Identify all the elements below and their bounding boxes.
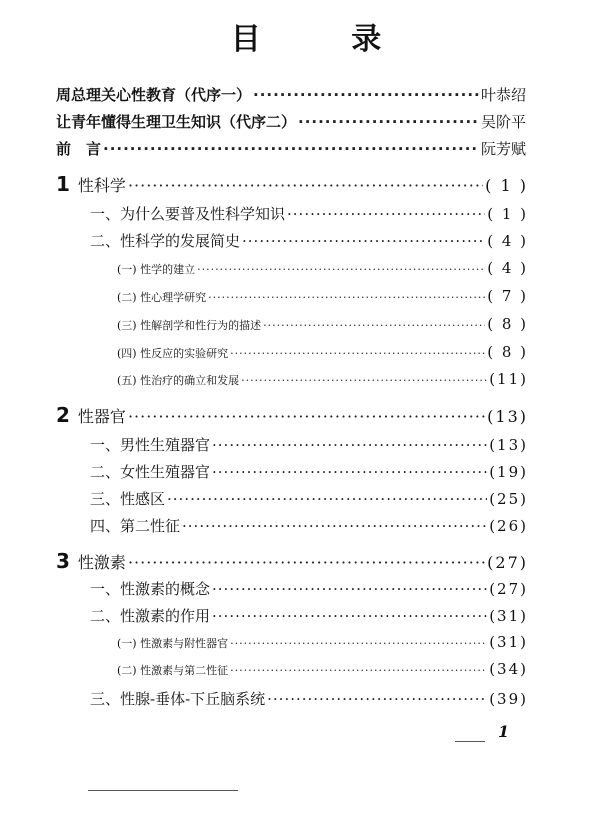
subsection-label: (一) 性激素与附性器官 <box>117 637 229 650</box>
leader-dots <box>208 291 485 304</box>
section-label: 二、女性生殖器官 <box>90 463 211 481</box>
chapter-number: 1 <box>56 172 70 196</box>
page-ref: (26) <box>489 517 528 535</box>
section-entry <box>90 688 528 709</box>
section-entry <box>90 461 528 482</box>
page-ref: (19) <box>489 463 528 481</box>
toc-title: 目 录 <box>230 22 422 57</box>
subsection-entry <box>117 315 528 333</box>
page-ref: (13) <box>489 436 528 454</box>
section-label: 二、性激素的作用 <box>90 607 211 625</box>
subsection-label: (五) 性治疗的确立和发展 <box>117 374 240 387</box>
page-ref: ( 8 ) <box>487 315 528 333</box>
leader-dots <box>242 232 485 250</box>
section-label: 一、性激素的概念 <box>90 580 211 598</box>
section-entry <box>90 230 528 251</box>
section-label: 一、为什么要普及性科学知识 <box>90 205 286 223</box>
subsection-label: (四) 性反应的实验研究 <box>117 347 229 360</box>
preface-entry <box>56 84 526 105</box>
preface-label: 前 言 <box>56 140 102 158</box>
page-ref: (39) <box>489 690 528 708</box>
chapter-title: 性器官 <box>77 407 126 426</box>
subsection-entry <box>117 287 528 305</box>
preface-author: 吴阶平 <box>480 113 526 131</box>
chapter-title: 性激素 <box>77 553 126 572</box>
leader-dots <box>298 113 479 131</box>
page-ref: ( 4 ) <box>487 232 528 250</box>
section-entry <box>90 434 528 455</box>
page-ref: (11) <box>489 370 528 388</box>
chapter-entry <box>56 549 528 573</box>
subsection-entry <box>117 259 528 277</box>
leader-dots <box>230 637 487 650</box>
leader-dots <box>212 463 487 481</box>
leader-dots <box>182 517 487 535</box>
chapter-entry <box>56 403 528 427</box>
leader-dots <box>128 176 483 195</box>
chapter-number: 2 <box>56 403 70 427</box>
leader-dots <box>167 490 487 508</box>
subsection-entry <box>117 343 528 361</box>
preface-entry <box>56 138 526 159</box>
leader-dots <box>230 347 485 360</box>
subsection-entry <box>117 660 528 678</box>
preface-author: 叶恭绍 <box>480 86 526 104</box>
page-number: 1 <box>498 722 510 741</box>
subsection-entry <box>117 370 528 388</box>
section-entry <box>90 605 528 626</box>
page-ref: (13) <box>487 407 528 426</box>
page-ref: (31) <box>489 607 528 625</box>
section-label: 三、性感区 <box>90 490 166 508</box>
section-entry <box>90 203 528 224</box>
leader-dots <box>212 607 487 625</box>
page-ref: ( 8 ) <box>487 343 528 361</box>
page-ref: (27) <box>489 580 528 598</box>
preface-label: 周总理关心性教育（代序一） <box>56 86 252 104</box>
page-ref: (25) <box>489 490 528 508</box>
leader-dots <box>212 580 487 598</box>
leader-dots <box>287 205 485 223</box>
page-ref: ( 4 ) <box>487 259 528 277</box>
chapter-number: 3 <box>56 549 70 573</box>
scan-smudge <box>88 790 238 791</box>
leader-dots <box>128 407 485 426</box>
page-ref: (27) <box>487 553 528 572</box>
leader-dots <box>197 263 485 276</box>
section-entry <box>90 578 528 599</box>
leader-dots <box>253 86 479 104</box>
scan-smudge <box>455 741 485 742</box>
page-ref: ( 1 ) <box>487 205 528 223</box>
subsection-entry <box>117 633 528 651</box>
leader-dots <box>103 140 479 158</box>
leader-dots <box>212 436 487 454</box>
leader-dots <box>241 374 487 387</box>
subsection-label: (一) 性学的建立 <box>117 263 196 276</box>
page-ref: ( 1 ) <box>485 176 528 195</box>
section-label: 四、第二性征 <box>90 517 181 535</box>
preface-entry <box>56 111 526 132</box>
subsection-label: (二) 性激素与第二性征 <box>117 664 229 677</box>
section-label: 三、性腺-垂体-下丘脑系统 <box>90 690 266 708</box>
page-ref: (31) <box>489 633 528 651</box>
chapter-entry <box>56 172 528 196</box>
leader-dots <box>267 690 487 708</box>
preface-label: 让青年懂得生理卫生知识（代序二） <box>56 113 297 131</box>
leader-dots <box>230 664 487 677</box>
section-entry <box>90 488 528 509</box>
subsection-label: (二) 性心理学研究 <box>117 291 207 304</box>
page-ref: (34) <box>489 660 528 678</box>
subsection-label: (三) 性解剖学和性行为的描述 <box>117 319 262 332</box>
leader-dots <box>263 319 485 332</box>
page-ref: ( 7 ) <box>487 287 528 305</box>
preface-author: 阮芳赋 <box>480 140 526 158</box>
chapter-title: 性科学 <box>77 176 126 195</box>
section-entry <box>90 515 528 536</box>
section-label: 二、性科学的发展简史 <box>90 232 241 250</box>
section-label: 一、男性生殖器官 <box>90 436 211 454</box>
leader-dots <box>128 553 485 572</box>
